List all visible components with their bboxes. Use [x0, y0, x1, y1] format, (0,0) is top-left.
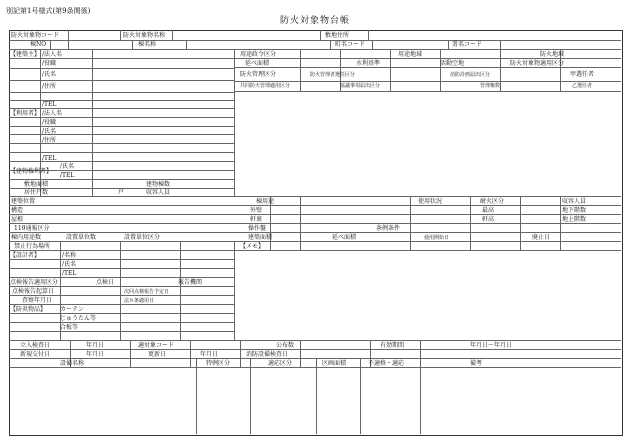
label-town-code: 町名コード: [335, 41, 366, 48]
label-water: 水利基準: [356, 60, 381, 67]
label-bldg-no: 棟NO: [30, 41, 47, 48]
label-fire-cert: 消防設備検査日: [246, 351, 289, 358]
label-bldg-count: 建物棟数: [146, 181, 171, 188]
label-no-smoking: 禁止行為場所: [14, 243, 51, 250]
label-capacity: 収容人員: [146, 189, 171, 196]
label-ordinance: 条例条件: [376, 225, 401, 232]
owner-corp: /法人名: [42, 51, 63, 58]
label-roof: 屋根: [11, 216, 24, 223]
user-heading: 【利用者】: [10, 110, 41, 117]
label-mgmt-count: 管理権数: [480, 83, 501, 89]
label-equip-units: 設置単位数: [66, 234, 97, 241]
designer-name: /名称: [62, 252, 77, 259]
user-addr: /住所: [42, 137, 57, 144]
label-fire-plan: 消防計画届出区分: [450, 72, 491, 78]
col-area: 区画面積: [322, 360, 347, 367]
label-plywood: 合板等: [60, 324, 79, 331]
col-adapt: 適応区分: [268, 360, 293, 367]
label-fire-zone: 防火地域: [540, 51, 565, 58]
label-site-address: 敷地住所: [325, 32, 350, 39]
owner-heading: 【建築主】: [10, 51, 41, 58]
label-valid: 有効期間: [380, 342, 405, 349]
label-fire-apply: 防火対象物適用区分: [510, 60, 565, 67]
label-equip-class: 設置単位区分: [124, 234, 161, 241]
label-ymd-2: 年月日: [86, 351, 105, 358]
label-council: 協議事項届出区分: [340, 83, 381, 89]
form-note: 別記第1号様式(第9条関係): [6, 7, 91, 15]
user-tel: /TEL: [42, 155, 57, 162]
label-next-due: 次回点検報告予定日: [124, 289, 170, 295]
label-floor-area: 延べ面積: [245, 60, 270, 67]
label-renew: 更新日: [148, 351, 167, 358]
label-unit: 戸: [118, 189, 125, 196]
label-fire-mgmt-type: 防火管理区分: [240, 71, 277, 78]
col-special: 特例区分: [206, 360, 231, 367]
label-pro-manager: 甲選任者: [570, 71, 595, 78]
label-apply-code: 適対象コード: [138, 342, 175, 349]
designer-person: /氏名: [62, 261, 77, 268]
label-new-issue: 新規交付日: [20, 351, 51, 358]
manager-tel: /TEL: [60, 172, 75, 179]
label-eaves: 軒裏: [250, 216, 263, 223]
label-structure: 構造: [11, 207, 24, 214]
label-inspect-date: 点検日: [96, 279, 115, 286]
col-equipment: 設備名称: [60, 360, 85, 367]
label-cap: 収容人員: [562, 198, 587, 205]
label-review-date: 査察年月日: [22, 297, 53, 304]
fireproof-heading: 【防炎物品】: [10, 306, 47, 313]
label-art8: 法８条適用日: [124, 298, 155, 304]
user-post: /役職: [42, 119, 57, 126]
label-bldg-use: 棟用途: [256, 198, 275, 205]
label-shared: 棟内用途数: [11, 234, 42, 241]
label-total-area: 延べ面積: [332, 234, 357, 241]
label-otsu: 乙選任者: [572, 83, 593, 89]
manager-name: /氏名: [60, 163, 75, 170]
col-remarks: 備考: [470, 360, 483, 367]
page-title: 防火対象物台帳: [279, 16, 350, 26]
label-bldg-area: 建築面積: [248, 234, 273, 241]
label-119: 119通報区分: [14, 225, 50, 232]
col-nonconform: 不適格・適応: [368, 360, 405, 367]
manager-heading: 【建物権利者】: [10, 168, 53, 175]
owner-post: /役職: [42, 60, 57, 67]
label-use-class: 用途政令区分: [240, 51, 277, 58]
label-op-panel: 操作盤: [248, 225, 267, 232]
label-fireproof: 耐火区分: [480, 198, 505, 205]
label-fire-name: 防火対象物名称: [123, 32, 166, 39]
label-report-start: 点検報告起算日: [12, 288, 55, 295]
label-above: 地上階数: [562, 216, 587, 223]
label-site-area: 敷地面積: [24, 181, 49, 188]
user-corp: /法人名: [42, 110, 63, 117]
label-curtain: カーテン: [60, 306, 84, 313]
label-fire-code: 防火対象物コード: [11, 32, 60, 39]
label-carpet: じゅうたん等: [60, 315, 97, 322]
user-name: /氏名: [42, 128, 57, 135]
label-bldg-name: 棟名称: [138, 41, 157, 48]
label-joint-mgmt: 共同防火管理適用区分: [240, 83, 291, 89]
label-memo: 【メモ】: [240, 243, 265, 250]
label-use-start: 使用開始日: [424, 235, 450, 241]
label-below: 地下階数: [562, 207, 587, 214]
label-announce: 公布数: [276, 342, 295, 349]
label-fire-mgmt-select: 防火管理者選任区分: [310, 72, 356, 78]
label-ymd-3: 年月日: [200, 351, 219, 358]
label-report-date: 報告機関: [178, 279, 203, 286]
label-use-zone: 用途地域: [398, 51, 423, 58]
label-residents: 居住戸数: [24, 189, 49, 196]
label-station-code: 署名コード: [452, 41, 483, 48]
label-range: 年月日〜年月日: [470, 342, 513, 349]
label-position: 建築位置: [11, 198, 36, 205]
owner-addr: /住所: [42, 83, 57, 90]
label-usage: 使用状況: [418, 198, 443, 205]
label-inspect-day: 立入検査日: [20, 342, 51, 349]
label-demolish: 廃止日: [532, 234, 551, 241]
designer-tel: /TEL: [62, 270, 77, 277]
label-ymd-1: 年月日: [86, 342, 105, 349]
label-active-space: 活動空地: [440, 60, 465, 67]
label-max-height: 最高: [482, 207, 495, 214]
owner-tel: /TEL: [42, 101, 57, 108]
label-eaves-height: 軒高: [482, 216, 495, 223]
label-exterior: 外壁: [250, 207, 263, 214]
owner-name: /氏名: [42, 71, 57, 78]
label-report-class: 点検報告適用区分: [10, 279, 59, 286]
designer-heading: 【設計者】: [10, 252, 41, 259]
